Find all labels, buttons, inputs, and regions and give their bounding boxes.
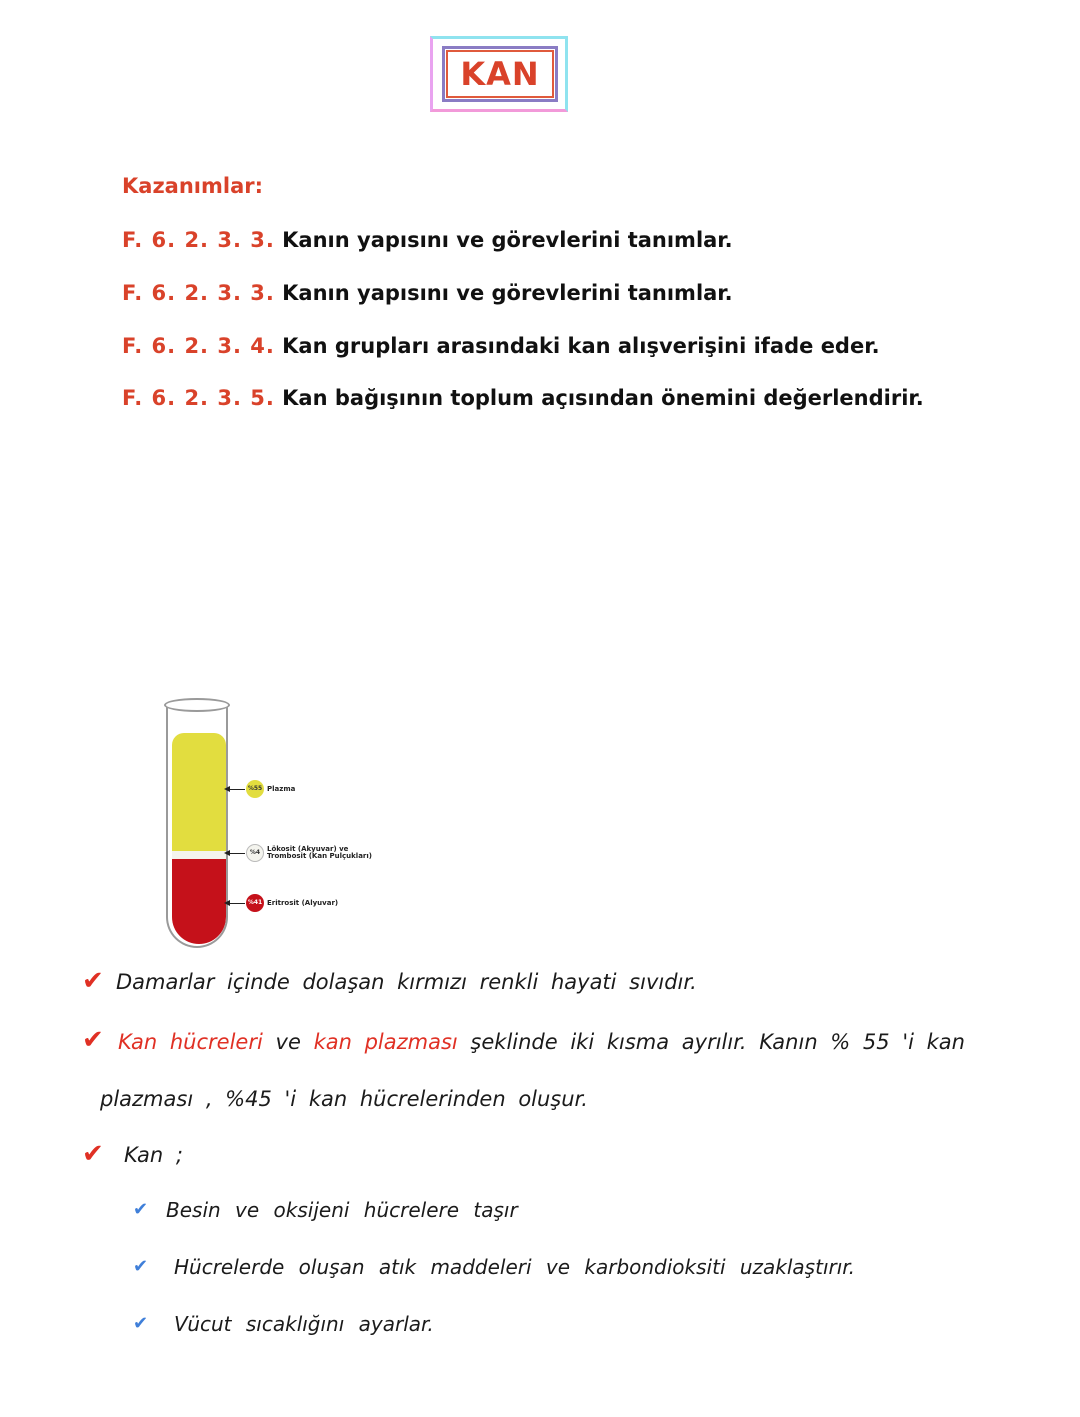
red-check-icon: ✔: [82, 966, 104, 996]
bullet-item: Besin ve oksijeni hücrelere taşır: [166, 1198, 518, 1222]
buffy-percent-badge: %4: [246, 844, 264, 862]
rbc-pointer: [230, 903, 245, 904]
rbc-label: Eritrosit (Alyuvar): [267, 899, 339, 907]
outcome-item: [122, 334, 880, 358]
note-line-3: plazması , %45 'i kan hücrelerinden oluşur.: [100, 1087, 588, 1111]
outcome-item: [122, 228, 733, 252]
test-tube-illustration: [166, 698, 232, 950]
outcome-text: Kan bağışının toplum açısından önemini değerlendirir.: [282, 386, 924, 410]
outcome-text: Kanın yapısını ve görevlerini tanımlar.: [282, 228, 733, 252]
outcome-code: F. 6. 2. 3. 3.: [122, 228, 275, 252]
term-blood-plasma: kan plazması: [313, 1030, 458, 1054]
note-line-2-rest: şeklinde iki kısma ayrılır. Kanın % 55 'i kan: [470, 1030, 965, 1054]
term-blood-cells: Kan hücreleri: [118, 1030, 263, 1054]
buffy-label-line2: Trombosit (Kan Pulçukları): [267, 852, 372, 860]
buffy-coat-layer: [172, 851, 226, 859]
outcome-code: F. 6. 2. 3. 4.: [122, 334, 275, 358]
page-title: KAN: [460, 55, 540, 93]
outcome-text: Kan grupları arasındaki kan alışverişini ifade eder.: [282, 334, 880, 358]
plasma-label: Plazma: [267, 785, 296, 793]
term-conjunction: ve: [275, 1030, 301, 1054]
outcome-code: F. 6. 2. 3. 5.: [122, 386, 275, 410]
note-line-2: [118, 1030, 965, 1054]
outcome-text: Kanın yapısını ve görevlerini tanımlar.: [282, 281, 733, 305]
blue-check-icon: ✔: [133, 1199, 149, 1220]
outcomes-heading: Kazanımlar:: [122, 174, 263, 198]
note-line-1: Damarlar içinde dolaşan kırmızı renkli hayati sıvıdır.: [116, 970, 697, 994]
outcome-item: [122, 281, 733, 305]
blue-check-icon: ✔: [133, 1256, 149, 1277]
note-line-4: Kan ;: [124, 1143, 183, 1167]
red-check-icon: ✔: [82, 1139, 104, 1169]
plasma-layer: [172, 733, 226, 851]
buffy-pointer: [230, 853, 245, 854]
red-check-icon: ✔: [82, 1025, 104, 1055]
outcome-item: [122, 386, 924, 410]
title-frame: [430, 36, 572, 116]
bullet-item: Hücrelerde oluşan atık maddeleri ve karbondioksiti uzaklaştırır.: [174, 1255, 856, 1279]
outcome-code: F. 6. 2. 3. 3.: [122, 281, 275, 305]
plasma-percent-badge: %55: [246, 780, 264, 798]
plasma-pointer: [230, 789, 245, 790]
bullet-item: Vücut sıcaklığını ayarlar.: [174, 1312, 434, 1336]
rbc-percent-badge: %41: [246, 894, 264, 912]
blue-check-icon: ✔: [133, 1313, 149, 1334]
test-tube-rim: [164, 698, 230, 712]
buffy-label-line1: Lökosit (Akyuvar) ve: [267, 845, 349, 853]
test-tube-wall: [166, 705, 228, 948]
red-cell-layer: [172, 859, 226, 944]
